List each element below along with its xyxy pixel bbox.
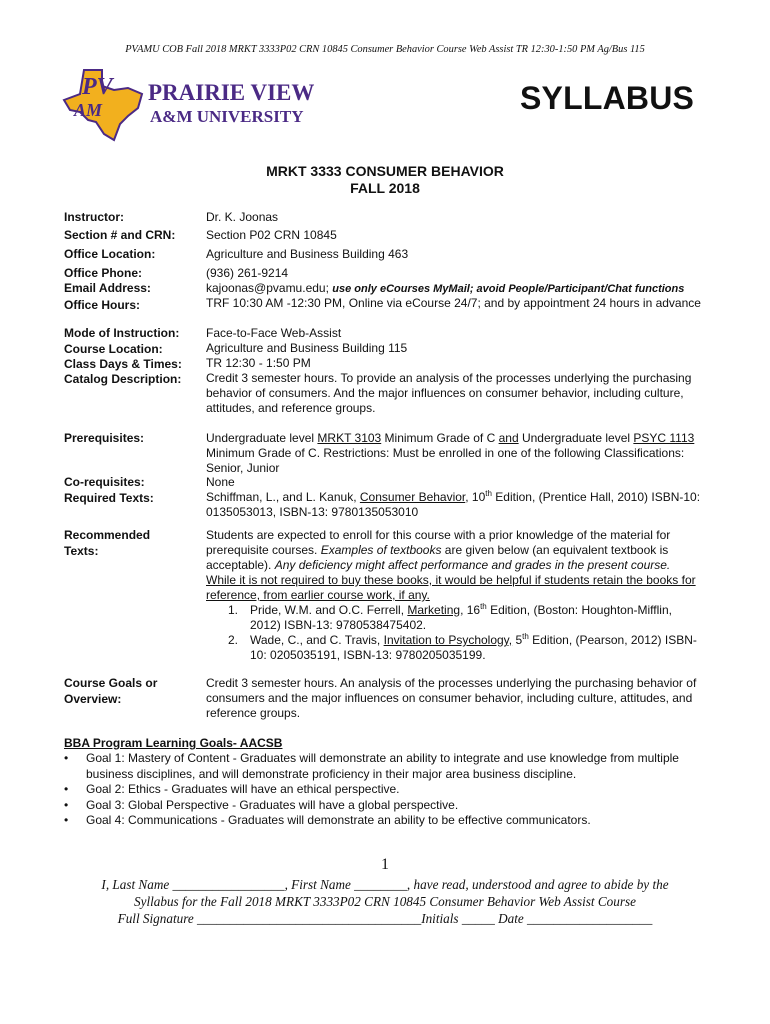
bullet-icon: • xyxy=(64,751,69,765)
prereq-text: Minimum Grade of C. Restrictions: Must be enrolled in one of the following Classifications: Senior, Junior xyxy=(206,446,685,475)
bba-goal-text: Goal 1: Mastery of Content - Graduates will demonstrate an ability to integrate and use knowledge from multiple business disciplines, and will demonstrate proficiency in their major area business discipline. xyxy=(86,751,679,781)
prereq-text: Minimum Grade of C xyxy=(381,431,499,445)
logo-line2: A&M UNIVERSITY xyxy=(150,107,304,126)
office-hours-value: TRF 10:30 AM -12:30 PM, Online via eCourse 24/7; and by appointment 24 hours in advance xyxy=(206,296,701,310)
required-sup: th xyxy=(485,489,492,498)
signature-line1: I, Last Name _________________, First Name ________, have read, understood and agree to abide by the xyxy=(101,877,669,892)
corequisites-value: None xyxy=(206,475,235,489)
recommended-label xyxy=(64,528,150,559)
prerequisites-label: Prerequisites: xyxy=(64,431,145,445)
recommended-text: are given below (an equivalent textbook is acceptable). xyxy=(206,543,669,572)
course-goals-label xyxy=(64,676,157,707)
page-number: 1 xyxy=(381,856,389,873)
bba-goal-text: Goal 2: Ethics - Graduates will have an ethical perspective. xyxy=(86,782,400,796)
bullet-icon: • xyxy=(64,782,69,796)
office-hours-label: Office Hours: xyxy=(64,298,141,312)
document-label: SYLLABUS xyxy=(520,80,695,116)
office-location-value: Agriculture and Business Building 463 xyxy=(206,247,409,261)
item-text: Wade, C., and C. Travis, xyxy=(250,633,384,647)
section-label: Section # and CRN: xyxy=(64,228,176,242)
prereq-course-mrkt[interactable]: MRKT 3103 xyxy=(317,431,382,445)
recommended-label-line2: Texts: xyxy=(64,543,99,558)
signature-line2: Syllabus for the Fall 2018 MRKT 3333P02 CRN 10845 Consumer Behavior Web Assist Course xyxy=(134,894,636,909)
required-texts-value xyxy=(206,490,702,520)
item-sup: th xyxy=(522,632,529,641)
required-text: , 10 xyxy=(465,490,486,504)
bba-goals-list xyxy=(64,751,714,829)
recommended-value xyxy=(206,528,702,663)
bba-goals-heading: BBA Program Learning Goals- AACSB xyxy=(64,736,283,750)
item-text: 5 xyxy=(512,633,523,647)
item-book-title: Marketing xyxy=(407,603,461,617)
required-text: Schiffman, L., and L. Kanuk, xyxy=(206,490,360,504)
email-address[interactable]: kajoonas@pvamu.edu; xyxy=(206,281,329,295)
item-text: Pride, W.M. and O.C. Ferrell, xyxy=(250,603,408,617)
required-texts-label: Required Texts: xyxy=(64,491,154,505)
item-sup: th xyxy=(480,602,487,611)
university-logo xyxy=(62,64,334,142)
required-text: Edition, (Prentice Hall, 2010) ISBN-10: 0135053013, ISBN-13: 9780135053010 xyxy=(206,490,701,519)
prerequisites-value xyxy=(206,431,702,476)
instructor-label: Instructor: xyxy=(64,210,124,224)
pvamu-emblem xyxy=(62,64,334,142)
course-goals-value: Credit 3 semester hours. An analysis of the processes underlying the purchasing behavior of consumers and the major influences on consumer behavior, including culture, attitudes, and reference groups. xyxy=(206,676,697,720)
section-value: Section P02 CRN 10845 xyxy=(206,228,337,242)
course-goals-label-line1: Course Goals or xyxy=(64,676,158,690)
prereq-course-psyc[interactable]: PSYC 1113 xyxy=(633,431,695,445)
prereq-and: and xyxy=(498,431,519,445)
recommended-underlined: While it is not required to buy these books, it would be helpful if students retain the books for reference, from earlier course work, if any. xyxy=(206,573,696,602)
course-location-label: Course Location: xyxy=(64,342,163,356)
running-header: PVAMU COB Fall 2018 MRKT 3333P02 CRN 10845 Consumer Behavior Course Web Assist TR 12:30-1:50 PM Ag/Bus 115 xyxy=(125,44,645,55)
bba-goal-item xyxy=(64,782,714,798)
bullet-icon: • xyxy=(64,797,69,812)
class-days-value: TR 12:30 - 1:50 PM xyxy=(206,356,311,370)
recommended-item xyxy=(228,633,702,663)
svg-text:PV: PV xyxy=(82,74,113,100)
logo-line1: PRAIRIE VIEW xyxy=(148,80,315,105)
recommended-text: Students are expected to enroll for this course with a prior knowledge of the material for prerequisite courses. xyxy=(206,528,671,557)
course-title: MRKT 3333 CONSUMER BEHAVIOR xyxy=(266,163,504,179)
item-text: Edition, (Pearson, 2012) ISBN-10: 0205035191, ISBN-13: 9780205035199. xyxy=(250,633,697,662)
bba-goal-item xyxy=(64,813,714,829)
item-number: 2. xyxy=(228,633,239,647)
catalog-label: Catalog Description: xyxy=(64,372,182,386)
item-text: , 16 xyxy=(460,603,481,617)
mode-label: Mode of Instruction: xyxy=(64,326,180,340)
corequisites-label: Co-requisites: xyxy=(64,475,145,489)
prereq-text: Undergraduate level xyxy=(518,431,634,445)
email-label: Email Address: xyxy=(64,281,151,295)
recommended-label-line1: Recommended xyxy=(64,528,151,542)
office-phone-value: (936) 261-9214 xyxy=(206,266,289,280)
bba-goal-item xyxy=(64,751,714,782)
recommended-italic: Examples of textbooks xyxy=(320,543,442,557)
bba-goal-item xyxy=(64,798,714,814)
email-note: use only eCourses MyMail; avoid People/Participant/Chat functions xyxy=(332,283,685,295)
office-location-label: Office Location: xyxy=(64,247,156,261)
prereq-text: Undergraduate level xyxy=(206,431,318,445)
course-goals-label-line2: Overview: xyxy=(64,691,122,706)
recommended-italic: Any deficiency might affect performance and grades in the present course. xyxy=(274,558,671,572)
office-phone-label: Office Phone: xyxy=(64,266,143,280)
required-book-title: Consumer Behavior xyxy=(359,490,466,504)
signature-block xyxy=(0,876,770,927)
signature-line3: Full Signature __________________________________Initials _____ Date ___________________ xyxy=(117,911,653,926)
mode-value: Face-to-Face Web-Assist xyxy=(206,326,342,340)
bba-goal-text: Goal 3: Global Perspective - Graduates will have a global perspective. xyxy=(86,797,459,812)
recommended-item xyxy=(228,603,702,633)
bullet-icon: • xyxy=(64,813,69,827)
catalog-value: Credit 3 semester hours. To provide an analysis of the processes underlying the purchasing behavior of consumers. And the major influences on consumer behavior, including culture, attitudes, and reference groups. xyxy=(206,371,692,415)
item-text: Edition, (Boston: Houghton-Mifflin, 2012) ISBN-13: 9780538475402. xyxy=(250,603,672,632)
email-value xyxy=(206,281,702,297)
item-book-title: Invitation to Psychology, xyxy=(383,633,513,647)
course-term: FALL 2018 xyxy=(350,180,420,196)
item-number: 1. xyxy=(228,603,239,617)
instructor-value: Dr. K. Joonas xyxy=(206,210,279,224)
course-location-value: Agriculture and Business Building 115 xyxy=(206,341,408,355)
bba-goal-text: Goal 4: Communications - Graduates will demonstrate an ability to be effective communicators. xyxy=(86,813,591,827)
class-days-label: Class Days & Times: xyxy=(64,357,182,371)
svg-text:AM: AM xyxy=(74,100,103,120)
